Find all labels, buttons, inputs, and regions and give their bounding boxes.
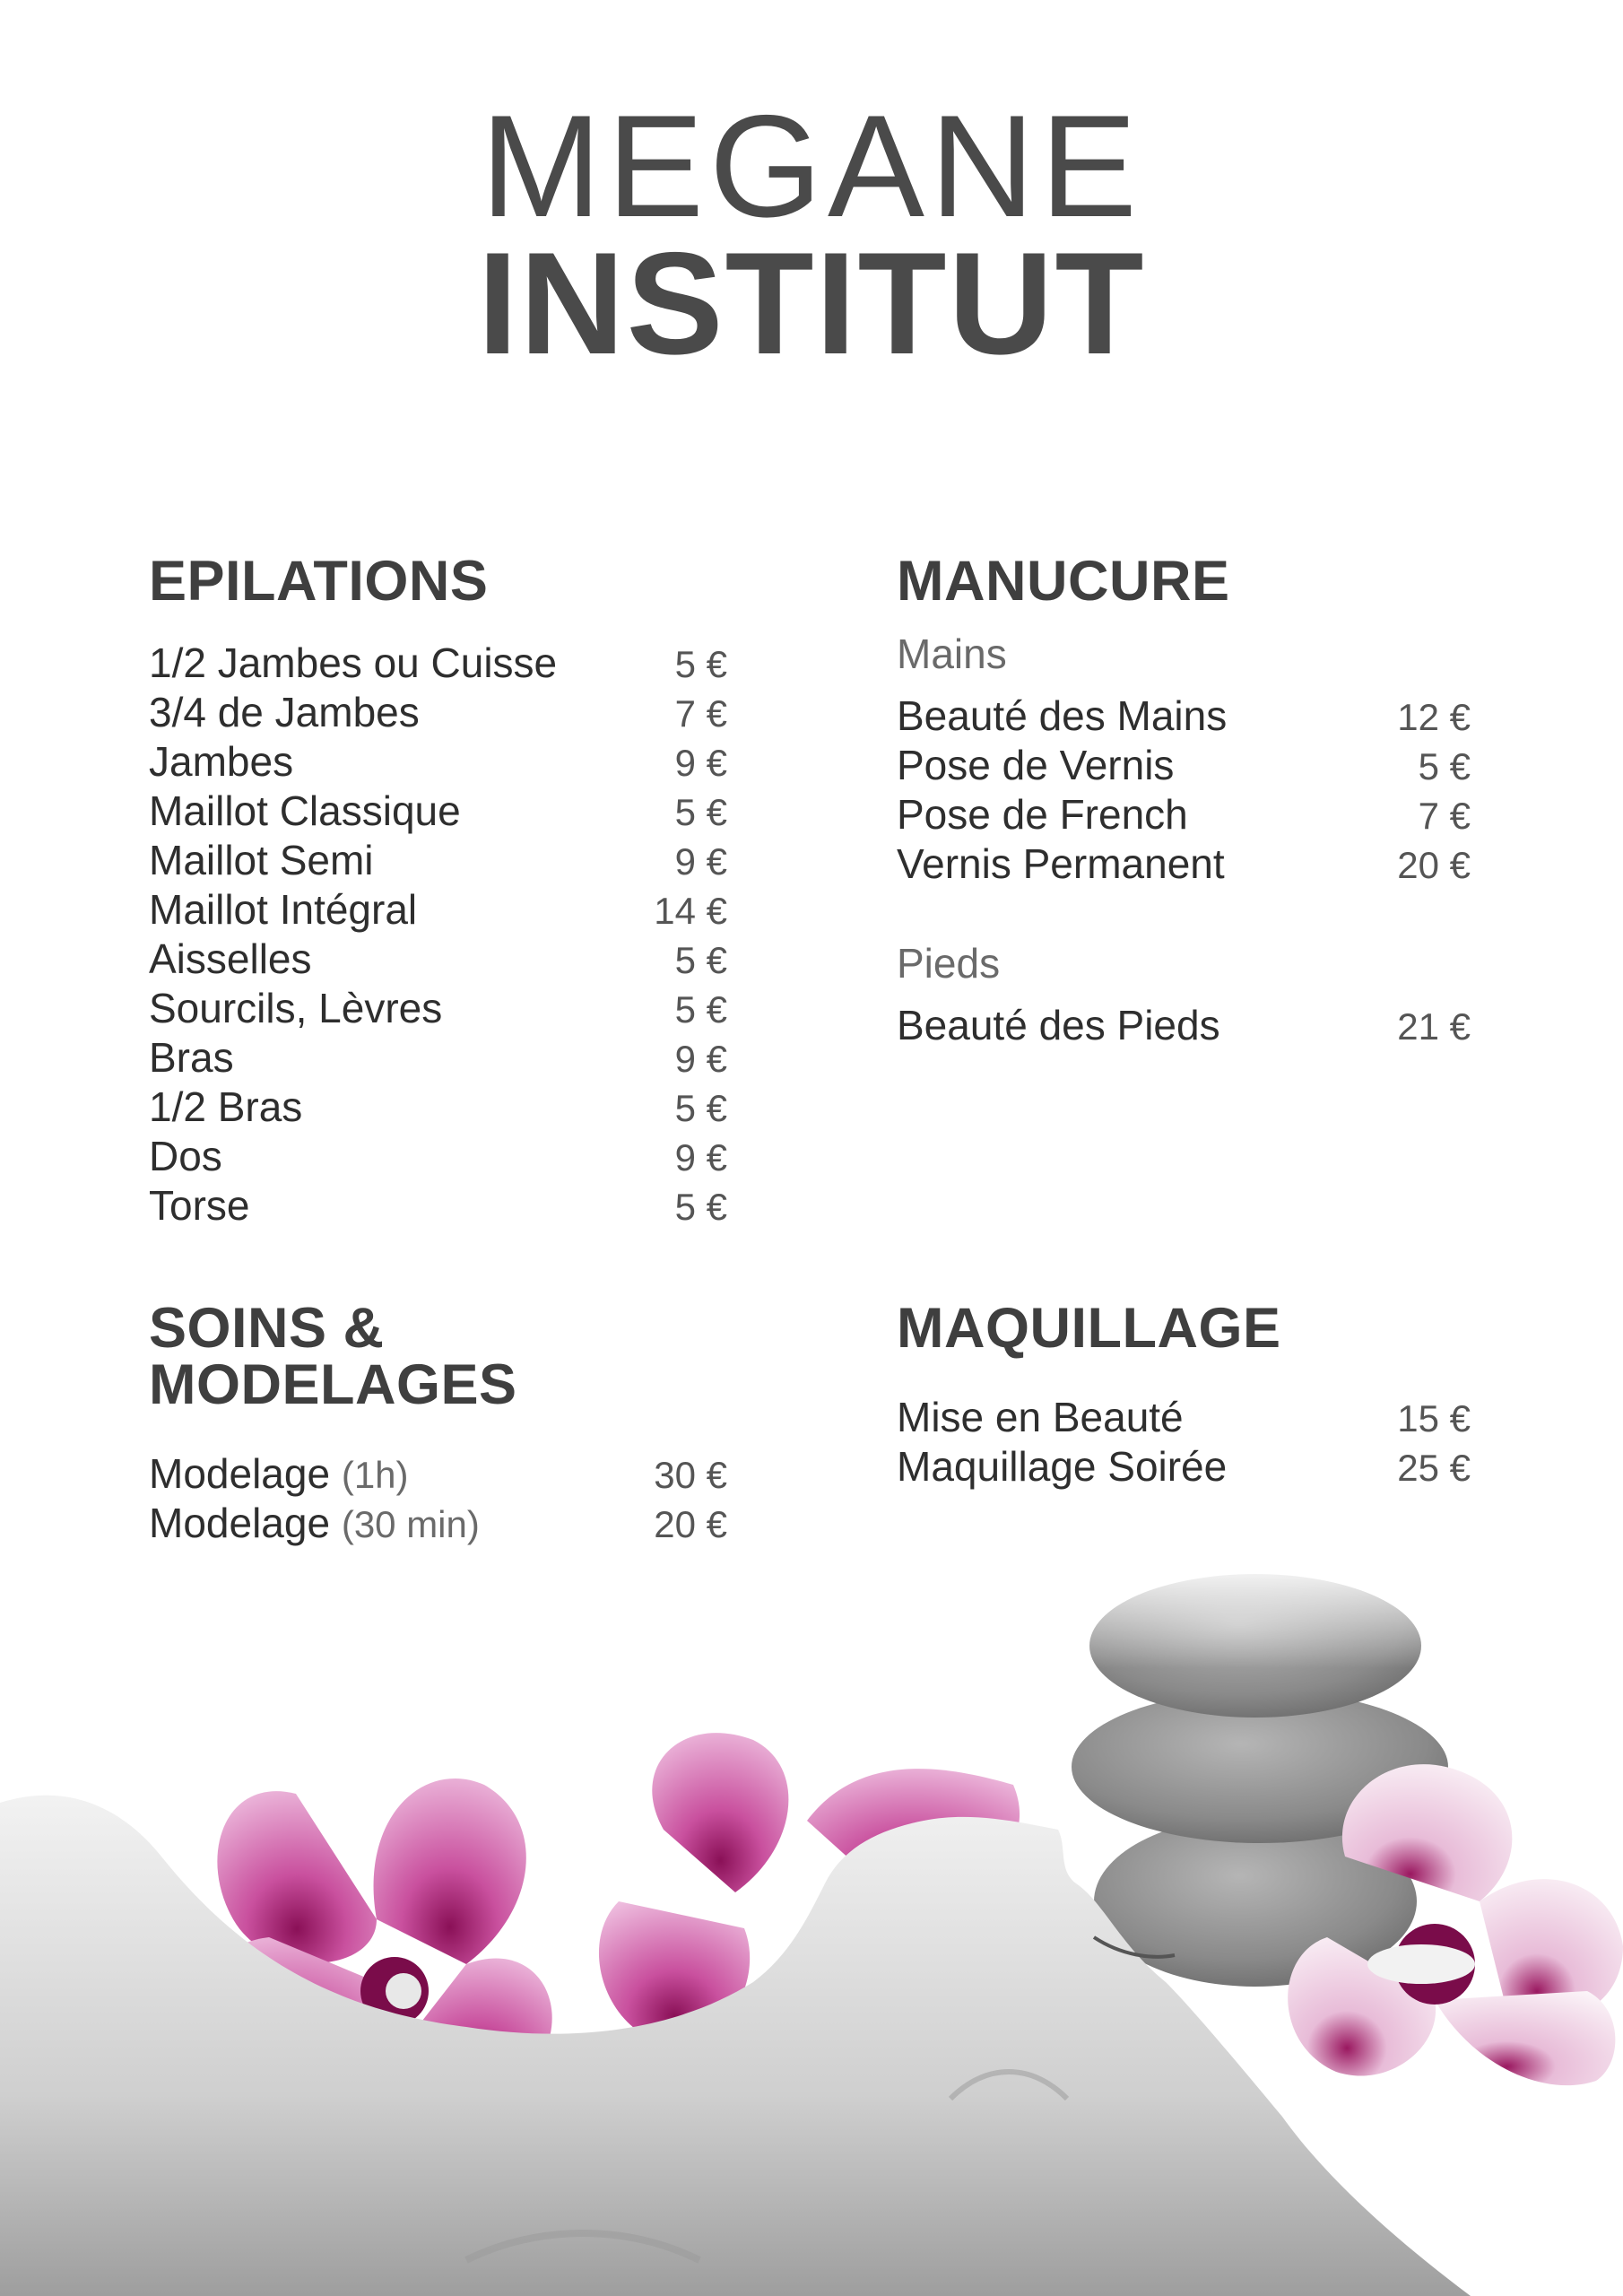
- service-price: 9 €: [674, 742, 727, 784]
- service-name: 3/4 de Jambes: [149, 689, 420, 735]
- price-row: [149, 1132, 727, 1181]
- price-row: [897, 839, 1471, 889]
- service-duration: (30 min): [341, 1503, 480, 1545]
- epilations-title: EPILATIONS: [149, 550, 489, 613]
- service-name: Aisselles: [149, 935, 312, 982]
- service-duration: (1h): [341, 1454, 409, 1496]
- service-name: Pose de French: [897, 791, 1188, 838]
- maquillage-title: MAQUILLAGE: [897, 1297, 1281, 1360]
- service-price: 7 €: [674, 692, 727, 735]
- service-name: Dos: [149, 1133, 222, 1179]
- service-price: 25 €: [1397, 1447, 1471, 1489]
- soins-title: SOINS & MODELAGES: [149, 1297, 517, 1416]
- service-price: 14 €: [654, 890, 727, 932]
- service-name: 1/2 Jambes ou Cuisse: [149, 639, 558, 686]
- epilations-section: [149, 550, 727, 1231]
- service-name: Mise en Beauté: [897, 1394, 1184, 1440]
- brand-title-bold: INSTITUT: [477, 222, 1146, 385]
- spa-illustration: [0, 1561, 1623, 2296]
- price-row: [149, 1083, 727, 1132]
- service-price: 5 €: [674, 1186, 727, 1228]
- price-row: [149, 737, 727, 787]
- price-row: [149, 984, 727, 1033]
- price-row: [149, 1033, 727, 1083]
- service-price: 5 €: [674, 988, 727, 1031]
- price-row: [149, 1499, 727, 1548]
- service-name: Pose de Vernis: [897, 742, 1175, 788]
- price-row: [149, 1181, 727, 1231]
- manucure-section: [897, 550, 1471, 1050]
- service-name: Beauté des Mains: [897, 692, 1228, 739]
- service-price: 5 €: [674, 1087, 727, 1129]
- price-row: [149, 836, 727, 885]
- price-row: [149, 1449, 727, 1499]
- service-price: 9 €: [674, 1038, 727, 1080]
- service-name: Maillot Intégral: [149, 886, 418, 933]
- price-row: [897, 1001, 1471, 1050]
- service-price: 5 €: [1418, 745, 1471, 787]
- service-name: Vernis Permanent: [897, 840, 1225, 887]
- service-price: 9 €: [674, 840, 727, 883]
- service-price: 20 €: [654, 1503, 727, 1545]
- price-row: [149, 639, 727, 688]
- service-price: 5 €: [674, 643, 727, 685]
- service-price: 15 €: [1397, 1397, 1471, 1439]
- service-name: Bras: [149, 1034, 234, 1081]
- service-price: 20 €: [1397, 844, 1471, 886]
- price-row: [897, 1393, 1471, 1442]
- service-name: Maillot Classique: [149, 787, 461, 834]
- service-price: 9 €: [674, 1136, 727, 1178]
- subsection-mains: Mains: [897, 631, 1007, 677]
- service-name: Maillot Semi: [149, 837, 374, 883]
- service-name: Beauté des Pieds: [897, 1002, 1220, 1048]
- price-row: [149, 787, 727, 836]
- price-row: [149, 688, 727, 737]
- manucure-title: MANUCURE: [897, 550, 1230, 613]
- price-row: [149, 935, 727, 984]
- service-price: 7 €: [1418, 795, 1471, 837]
- soins-section: [149, 1297, 727, 1548]
- price-row: [149, 885, 727, 935]
- maquillage-section: [897, 1297, 1471, 1492]
- service-name: Maquillage Soirée: [897, 1443, 1228, 1490]
- price-row: [897, 1442, 1471, 1492]
- service-name: Modelage: [149, 1500, 331, 1546]
- service-name: 1/2 Bras: [149, 1083, 303, 1130]
- service-name: Sourcils, Lèvres: [149, 985, 443, 1031]
- service-price: 30 €: [654, 1454, 727, 1496]
- service-name: Torse: [149, 1182, 250, 1229]
- service-price: 5 €: [674, 939, 727, 981]
- price-row: [897, 691, 1471, 741]
- price-row: [897, 790, 1471, 839]
- brand-title-light: MEGANE: [480, 85, 1143, 248]
- price-row: [897, 741, 1471, 790]
- service-name: Jambes: [149, 738, 294, 785]
- service-price: 21 €: [1397, 1005, 1471, 1048]
- subsection-pieds: Pieds: [897, 940, 1001, 987]
- service-price: 12 €: [1397, 696, 1471, 738]
- service-price: 5 €: [674, 791, 727, 833]
- service-name: Modelage: [149, 1450, 331, 1497]
